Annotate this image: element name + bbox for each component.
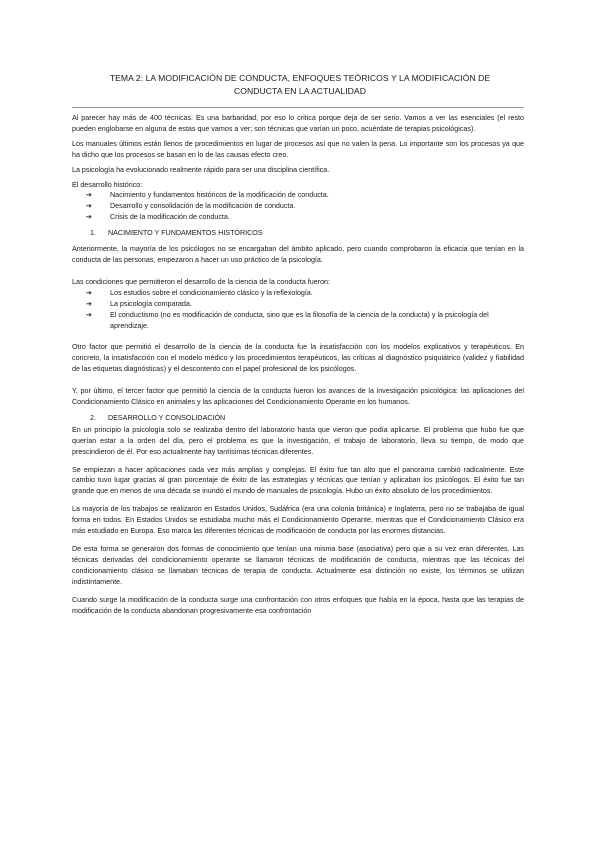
section-1-heading: 1. NACIMIENTO Y FUNDAMENTOS HISTÓRICOS [90,229,263,238]
arrow-icon: ➔ [86,202,92,211]
list-item: ➔ Desarrollo y consolidación de la modificación de conducta. [86,202,296,211]
section-2-paragraph-1: En un principio la psicología solo se realizaba dentro del laboratorio hasta que vieron que podía aplicarse. El problema que hubo fue que querían estar a la orden del día, pero el problema es que la investigación, el trabajo de laboratorio, lleva su tiempo, de modo que prescindieron de él. Por eso actualmente hay tantísimas técnicas diferentes. [72,425,524,456]
list-item: ➔ La psicología comparada. [86,299,192,308]
section-2-paragraph-2: Se empiezan a hacer aplicaciones cada vez más amplias y complejas. El éxito fue tan alto que el panorama cambió radicalmente. Este cambio tuvo lugar gracias al gran porcentaje de éxito de las estrategias y técnicas que tenían y aplicaban los psicólogos. El éxito fue tan grande que en menos de una década se inundó el mundo de manuales de psicología. Hubo un éxito absoluto de los procedimientos. [72,465,524,496]
conditions-label: Las condiciones que permitieron el desarrollo de la ciencia de la conducta fueron: [72,277,331,286]
list-item: ➔ Nacimiento y fundamentos históricos de la modificación de conducta. [86,191,329,200]
intro-paragraph-2: Los manuales últimos están llenos de procedimientos en lugar de procesos así que no valen la pena. Lo importante son los procesos ya que ha dicho que los procesos se basan en lo de las causas efecto creo. [72,139,524,159]
intro-paragraph-1: Al parecer hay más de 400 técnicas. Es una barbaridad, por eso lo critica porque deja de ser serio. Vamos a ver las esenciales (el resto pueden englobarse en alguna de estas que vamos a ver; son técnicas que varían un poco, acuérdate de terapias psicológicas). [72,114,524,133]
historic-label: El desarrollo histórico: [72,180,143,189]
list-item: ➔ Crisis de la modificación de conducta. [86,213,230,222]
arrow-icon: ➔ [86,191,92,200]
list-item: ➔ El conductismo (no es modificación de conducta, sino que es la filosofía de la ciencia de la conducta) y la psicología del aprendizaje. [86,310,489,330]
section-2-heading: 2. DESARROLLO Y CONSOLIDACIÓN [90,413,226,422]
section-2-paragraph-5: Cuando surge la modificación de la conducta surge una confrontación con otros enfoques que había en la época, hasta que las terapias de modificación de la conducta abandonan progresivamente esa confrontación [72,595,524,615]
title-line-2: CONDUCTA EN LA ACTUALIDAD [234,86,366,96]
section-1-paragraph-1: Anteriormente, la mayoría de los psicólogos no se encargaban del ámbito aplicado, pero cuando comprobaron la eficacia que tenían en la conducta de las personas, empezaron a hacer un uso práctico de la psicología. [72,245,524,264]
arrow-icon: ➔ [86,213,92,222]
section-1-paragraph-2: Otro factor que permitió el desarrollo de la ciencia de la conducta fue la insatisfacción con los modelos explicativos y terapéuticos. En concreto, la insatisfacción con el modelo médico y los procedimientos terapéuticos, las críticas al diagnóstico psiquiátrico (validez y fiabilidad de las etiquetas diagnósticas) y el descontento con el papel profesional de los psicólogos. [72,343,524,374]
title-line-1: TEMA 2: LA MODIFICACIÓN DE CONDUCTA, ENFOQUES TEÓRICOS Y LA MODIFICACIÓN DE [109,73,491,83]
section-2-paragraph-3: La mayoría de los trabajos se realizaron en Estados Unidos, Sudáfrica (era una colonia británica) e Inglaterra, pero no se trabajaba de igual forma en todos. En Estados Unidos se estudiaba mucho más el Condicionamiento Operante, mientras que el Condicionamiento Clásico era más estudiado en Europa. Eso marca las diferentes técnicas de modificación de conducta por las enormes distancias. [72,505,524,536]
section-2-paragraph-4: De esta forma se generaron dos formas de conocimiento que tenían una misma base (asociativa) pero que a su vez eran diferentes. Las técnicas derivadas del condicionamiento operante se llamaron técnicas de modificación de conducta, mientras que las técnicas del condicionamiento clásico se llamaban técnicas de terapia de conducta. Actualmente esa distinción no existe, los términos se utilizan indistintamente. [72,545,524,586]
document-body [72,113,524,616]
arrow-icon: ➔ [86,288,92,297]
arrow-icon: ➔ [86,310,92,319]
intro-paragraph-3: La psicología ha evolucionado realmente rápido para ser una disciplina científica. [72,165,330,174]
arrow-icon: ➔ [86,299,92,308]
section-1-paragraph-3: Y, por último, el tercer factor que permitió la ciencia de la conducta fueron los avances de la investigación psicológica: las aplicaciones del Condicionamiento Clásico en animales y las aplicaciones del Condicionamiento Operante en los humanos. [72,387,524,407]
list-item: ➔ Los estudios sobre el condicionamiento clásico y la reflexología. [86,288,313,297]
document-title [80,72,520,98]
title-divider [72,107,524,108]
